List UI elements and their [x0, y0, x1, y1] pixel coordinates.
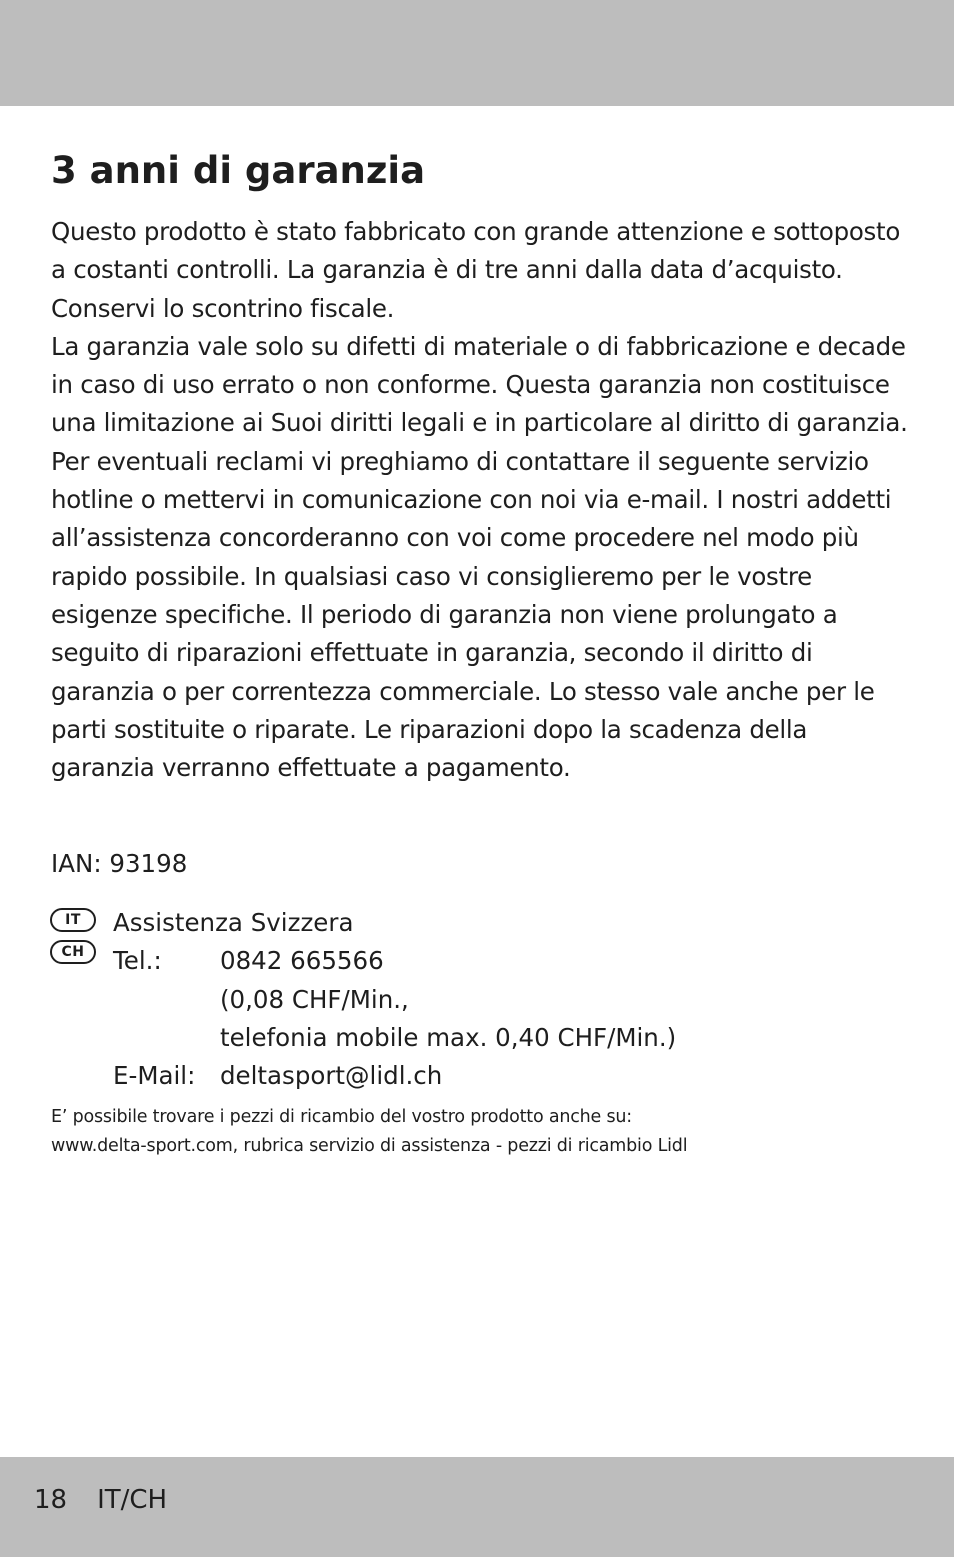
page-footer [34, 1480, 167, 1520]
spare-parts-note [51, 1103, 911, 1161]
ian-number: IAN: 93198 [51, 849, 188, 878]
locale-label: IT/CH [97, 1485, 168, 1515]
paragraph-claims: Per eventuali reclami vi preghiamo di contattare il seguente servizio hotline o mettervi in comunicazione con noi via e-mail. I nostri addetti all’assistenza concorderanno con voi come procedere nel modo più rapido possibile. In qualsiasi caso vi consiglieremo per le vostre esigenze specifiche. Il periodo di garanzia non viene prolungato a seguito di riparazioni effettuate in garanzia, secondo il diritto di garanzia o per correntezza commerciale. Lo stesso vale anche per le parti sostituite o riparate. Le riparazioni dopo la scadenza della garanzia verranno effettuate a pagamento. [51, 446, 892, 783]
phone-number[interactable]: 0842 665566 [220, 946, 384, 976]
page-number: 18 [34, 1485, 68, 1515]
country-badges [50, 908, 96, 972]
header-band [0, 0, 954, 106]
country-badge-it: IT [50, 908, 96, 932]
email-label: E-Mail: [113, 1061, 196, 1091]
spare-parts-line2: www.delta-sport.com, rubrica servizio di assistenza - pezzi di ricambio Lidl [51, 1136, 688, 1156]
spare-parts-line1: E’ possibile trovare i pezzi di ricambio del vostro prodotto anche su: [51, 1107, 632, 1127]
service-name-row [113, 904, 676, 942]
country-badge-ch: CH [50, 940, 96, 964]
phone-row [113, 942, 676, 980]
mobile-rate: telefonia mobile max. 0,40 CHF/Min.) [220, 1022, 677, 1052]
phone-rate: (0,08 CHF/Min., [220, 984, 409, 1014]
email-address[interactable]: deltasport@lidl.ch [220, 1061, 443, 1091]
paragraph-conditions: La garanzia vale solo su difetti di materiale o di fabbricazione e decade in caso di uso errato o non conforme. Questa garanzia non costituisce una limitazione ai Suoi diritti legali e in particolare al diritto di garanzia. [51, 331, 908, 438]
email-row [113, 1057, 676, 1095]
warranty-body [51, 213, 911, 787]
service-name: Assistenza Svizzera [113, 908, 354, 937]
contact-block [113, 904, 676, 1095]
phone-label: Tel.: [113, 946, 162, 976]
mobile-rate-row [113, 1019, 676, 1057]
page-title: 3 anni di garanzia [51, 149, 426, 192]
phone-rate-row [113, 981, 676, 1019]
paragraph-intro: Questo prodotto è stato fabbricato con grande attenzione e sottoposto a costanti controlli. La garanzia è di tre anni dalla data d’acquisto. Conservi lo scontrino fiscale. [51, 217, 901, 323]
